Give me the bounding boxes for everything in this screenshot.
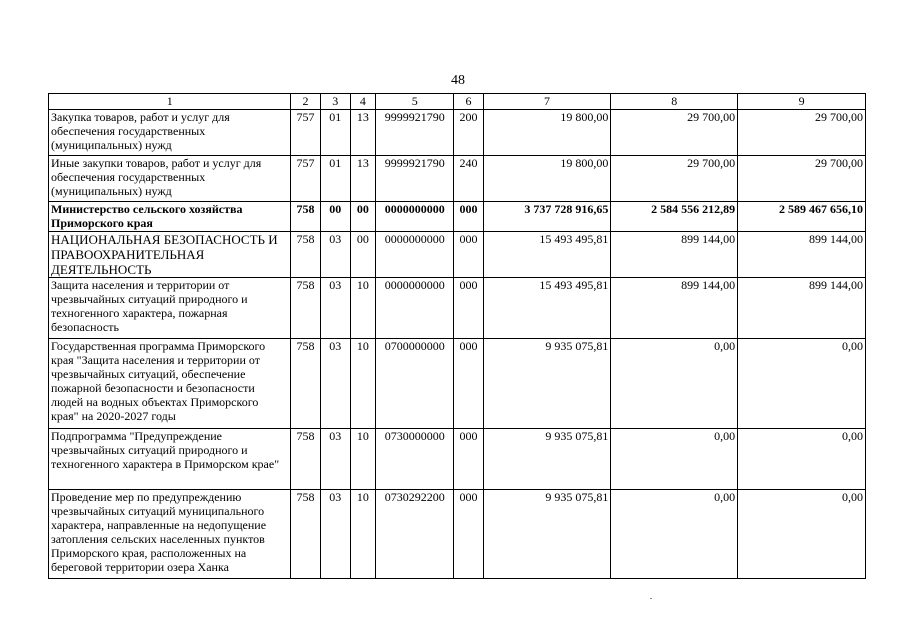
cell-amount-9: 29 700,00: [738, 110, 866, 156]
cell-section: 03: [320, 278, 350, 339]
column-header: 4: [350, 94, 375, 110]
cell-amount-9: 0,00: [738, 429, 866, 490]
scan-speck: [650, 598, 652, 599]
cell-ministry-code: 757: [291, 110, 320, 156]
cell-ministry-code: 758: [291, 232, 320, 278]
row-name: Иные закупки товаров, работ и услуг для обеспечения государственных (муниципальных) нужд: [49, 156, 291, 202]
column-header: 5: [375, 94, 453, 110]
table-row: [49, 278, 866, 339]
cell-amount-7: 3 737 728 916,65: [483, 202, 611, 232]
column-header: 6: [454, 94, 483, 110]
cell-amount-7: 9 935 075,81: [483, 339, 611, 429]
cell-target-article: 0000000000: [375, 202, 453, 232]
column-header: 9: [738, 94, 866, 110]
cell-ministry-code: 758: [291, 339, 320, 429]
cell-subsection: 00: [350, 202, 375, 232]
cell-amount-9: 2 589 467 656,10: [738, 202, 866, 232]
cell-target-article: 0730292200: [375, 490, 453, 579]
cell-expense-type: 000: [454, 232, 483, 278]
header-row: [49, 94, 866, 110]
cell-subsection: 10: [350, 339, 375, 429]
cell-amount-9: 899 144,00: [738, 278, 866, 339]
cell-section: 03: [320, 339, 350, 429]
cell-expense-type: 000: [454, 429, 483, 490]
cell-amount-9: 0,00: [738, 339, 866, 429]
cell-amount-7: 19 800,00: [483, 110, 611, 156]
cell-amount-8: 29 700,00: [611, 156, 738, 202]
cell-ministry-code: 758: [291, 278, 320, 339]
cell-amount-8: 899 144,00: [611, 278, 738, 339]
row-name: Государственная программа Приморского края "Защита населения и территории от чрезвычайных ситуаций, обеспечение пожарной безопасности и безопасности людей на водных объектах Приморского края" на 2020-2027 годы: [49, 339, 291, 429]
cell-ministry-code: 758: [291, 490, 320, 579]
cell-amount-9: 899 144,00: [738, 232, 866, 278]
cell-ministry-code: 758: [291, 429, 320, 490]
table-row: [49, 490, 866, 579]
cell-amount-9: 29 700,00: [738, 156, 866, 202]
cell-section: 03: [320, 429, 350, 490]
cell-subsection: 10: [350, 429, 375, 490]
column-header: 7: [483, 94, 611, 110]
row-name: Защита населения и территории от чрезвычайных ситуаций природного и техногенного характера, пожарная безопасность: [49, 278, 291, 339]
row-name: НАЦИОНАЛЬНАЯ БЕЗОПАСНОСТЬ И ПРАВООХРАНИТЕЛЬНАЯ ДЕЯТЕЛЬНОСТЬ: [49, 232, 291, 278]
cell-target-article: 0000000000: [375, 232, 453, 278]
cell-expense-type: 000: [454, 278, 483, 339]
cell-amount-8: 0,00: [611, 429, 738, 490]
table-row: [49, 202, 866, 232]
cell-amount-7: 15 493 495,81: [483, 278, 611, 339]
cell-target-article: 9999921790: [375, 110, 453, 156]
row-name: Министерство сельского хозяйства Приморского края: [49, 202, 291, 232]
budget-table: [48, 93, 866, 579]
cell-amount-8: 899 144,00: [611, 232, 738, 278]
cell-subsection: 13: [350, 156, 375, 202]
row-name: Подпрограмма "Предупреждение чрезвычайных ситуаций природного и техногенного характера в Приморском крае": [49, 429, 291, 490]
row-name: Проведение мер по предупреждению чрезвычайных ситуаций муниципального характера, направленные на недопущение затопления сельских населенных пунктов Приморского края, расположенных на береговой территории озера Ханка: [49, 490, 291, 579]
cell-section: 03: [320, 232, 350, 278]
column-header: 8: [611, 94, 738, 110]
cell-expense-type: 000: [454, 339, 483, 429]
cell-amount-8: 0,00: [611, 339, 738, 429]
column-header: 3: [320, 94, 350, 110]
cell-subsection: 10: [350, 278, 375, 339]
cell-subsection: 13: [350, 110, 375, 156]
cell-section: 03: [320, 490, 350, 579]
table-row: [49, 232, 866, 278]
cell-amount-7: 15 493 495,81: [483, 232, 611, 278]
page-number: 48: [451, 73, 465, 88]
cell-target-article: 0700000000: [375, 339, 453, 429]
cell-expense-type: 240: [454, 156, 483, 202]
cell-subsection: 00: [350, 232, 375, 278]
cell-amount-7: 19 800,00: [483, 156, 611, 202]
cell-ministry-code: 757: [291, 156, 320, 202]
cell-ministry-code: 758: [291, 202, 320, 232]
cell-expense-type: 000: [454, 202, 483, 232]
cell-target-article: 0000000000: [375, 278, 453, 339]
cell-section: 01: [320, 110, 350, 156]
cell-expense-type: 000: [454, 490, 483, 579]
row-name: Закупка товаров, работ и услуг для обеспечения государственных (муниципальных) нужд: [49, 110, 291, 156]
table-row: [49, 110, 866, 156]
table-row: [49, 156, 866, 202]
cell-amount-8: 2 584 556 212,89: [611, 202, 738, 232]
cell-subsection: 10: [350, 490, 375, 579]
cell-amount-8: 29 700,00: [611, 110, 738, 156]
cell-amount-9: 0,00: [738, 490, 866, 579]
cell-target-article: 0730000000: [375, 429, 453, 490]
cell-target-article: 9999921790: [375, 156, 453, 202]
column-header: 2: [291, 94, 320, 110]
cell-section: 01: [320, 156, 350, 202]
table-row: [49, 339, 866, 429]
cell-section: 00: [320, 202, 350, 232]
cell-amount-8: 0,00: [611, 490, 738, 579]
cell-expense-type: 200: [454, 110, 483, 156]
column-header: 1: [49, 94, 291, 110]
cell-amount-7: 9 935 075,81: [483, 429, 611, 490]
table-row: [49, 429, 866, 490]
cell-amount-7: 9 935 075,81: [483, 490, 611, 579]
